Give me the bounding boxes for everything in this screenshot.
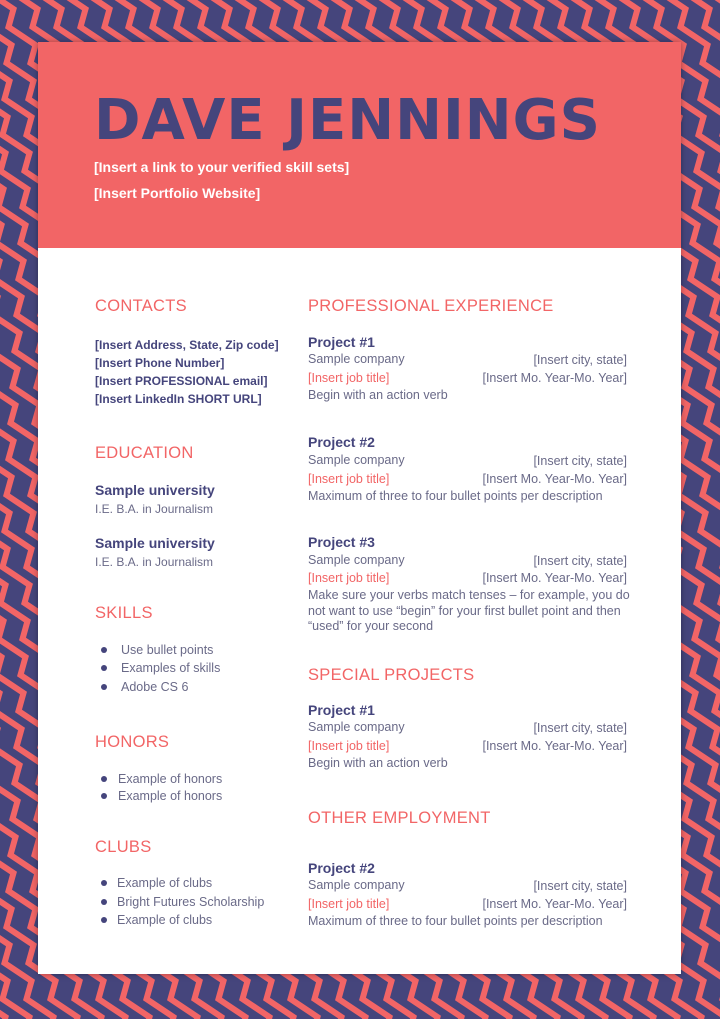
job-dates: [Insert Mo. Year-Mo. Year]: [482, 571, 627, 585]
job-location: [Insert city, state]: [533, 353, 627, 367]
bullet-dot: [101, 880, 107, 886]
honor-item: Example of honors: [118, 789, 223, 803]
bullet-dot: [101, 665, 107, 671]
job-description: Make sure your verbs match tenses – for example, you do not want to use “begin” for your first bullet point and then “used” for your second: [308, 588, 630, 633]
skill-item: Use bullet points: [121, 643, 214, 657]
education-heading: EDUCATION: [95, 444, 194, 462]
job-dates: [Insert Mo. Year-Mo. Year]: [482, 739, 627, 753]
bullet-dot: [101, 899, 107, 905]
job-title: [Insert job title]: [308, 371, 390, 385]
project-title: Project #3: [308, 534, 375, 550]
project-title: Project #1: [308, 702, 375, 718]
education-school: Sample university: [95, 535, 215, 551]
job-description: Begin with an action verb: [308, 388, 448, 402]
skills-link[interactable]: [Insert a link to your verified skill sets]: [94, 159, 350, 175]
contact-phone: [Insert Phone Number]: [95, 356, 225, 370]
company-name: Sample company: [308, 720, 405, 734]
bullet-dot: [101, 776, 107, 782]
company-name: Sample company: [308, 878, 405, 892]
job-title: [Insert job title]: [308, 472, 390, 486]
bullet-dot: [101, 647, 107, 653]
job-title: [Insert job title]: [308, 571, 390, 585]
skill-item: Adobe CS 6: [121, 680, 189, 694]
contact-email: [Insert PROFESSIONAL email]: [95, 374, 268, 388]
job-description: Maximum of three to four bullet points per description: [308, 914, 603, 928]
other-employment-heading: OTHER EMPLOYMENT: [308, 809, 491, 827]
job-description: Maximum of three to four bullet points per description: [308, 489, 603, 503]
project-title: Project #2: [308, 860, 375, 876]
job-dates: [Insert Mo. Year-Mo. Year]: [482, 371, 627, 385]
bullet-dot: [101, 684, 107, 690]
project-title: Project #1: [308, 334, 375, 350]
project-title: Project #2: [308, 434, 375, 450]
company-name: Sample company: [308, 553, 405, 567]
honors-heading: HONORS: [95, 733, 170, 751]
contacts-heading: CONTACTS: [95, 297, 187, 315]
contact-linkedin: [Insert LinkedIn SHORT URL]: [95, 392, 262, 406]
skills-heading: SKILLS: [95, 604, 153, 622]
bullet-dot: [101, 793, 107, 799]
job-dates: [Insert Mo. Year-Mo. Year]: [482, 472, 627, 486]
portfolio-link[interactable]: [Insert Portfolio Website]: [94, 185, 261, 201]
company-name: Sample company: [308, 352, 405, 366]
job-location: [Insert city, state]: [533, 879, 627, 893]
clubs-heading: CLUBS: [95, 838, 152, 856]
job-location: [Insert city, state]: [533, 554, 627, 568]
job-dates: [Insert Mo. Year-Mo. Year]: [482, 897, 627, 911]
resume-page: [38, 42, 681, 974]
job-description: Begin with an action verb: [308, 756, 448, 770]
education-degree: I.E. B.A. in Journalism: [95, 502, 214, 516]
honor-item: Example of honors: [118, 772, 223, 786]
candidate-name: DAVE JENNINGS: [94, 88, 601, 153]
club-item: Example of clubs: [117, 876, 213, 890]
club-item: Example of clubs: [117, 913, 213, 927]
bullet-dot: [101, 917, 107, 923]
club-item: Bright Futures Scholarship: [117, 895, 265, 909]
special-projects-heading: SPECIAL PROJECTS: [308, 666, 475, 684]
experience-heading: PROFESSIONAL EXPERIENCE: [308, 297, 554, 315]
contact-address: [Insert Address, State, Zip code]: [95, 338, 279, 352]
job-location: [Insert city, state]: [533, 721, 627, 735]
job-location: [Insert city, state]: [533, 454, 627, 468]
company-name: Sample company: [308, 453, 405, 467]
skill-item: Examples of skills: [121, 661, 221, 675]
job-title: [Insert job title]: [308, 897, 390, 911]
job-title: [Insert job title]: [308, 739, 390, 753]
education-degree: I.E. B.A. in Journalism: [95, 555, 214, 569]
resume-header: [38, 42, 681, 248]
education-school: Sample university: [95, 482, 215, 498]
